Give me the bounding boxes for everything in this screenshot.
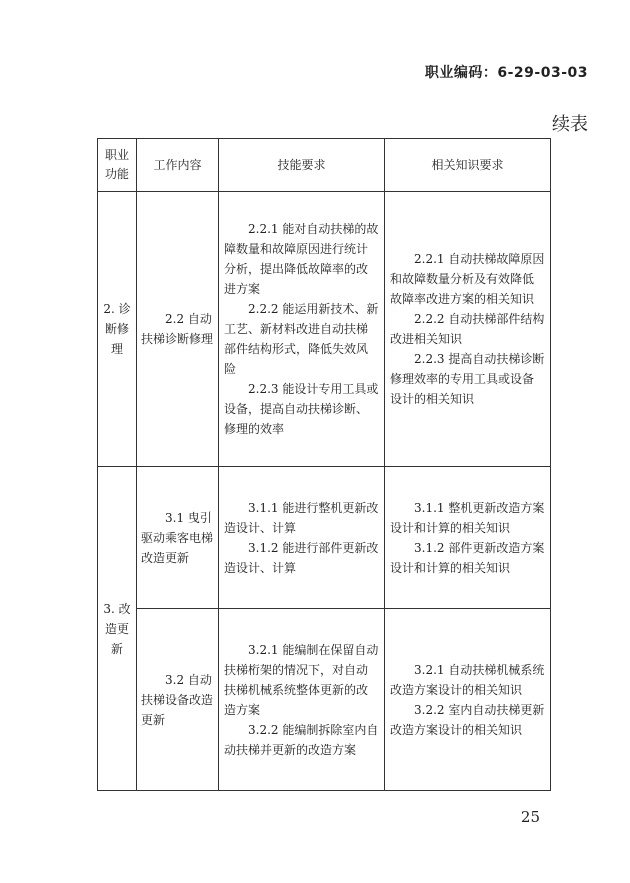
function-label: 3. 改造更新 — [103, 601, 131, 656]
header-skills: 技能要求 — [219, 139, 385, 192]
content-cell — [137, 192, 219, 467]
knowledge-item: 2.2.1 自动扶梯故障原因和故障数量分析及有效降低故障率改进方案的相关知识 — [390, 252, 545, 306]
table-row — [98, 467, 551, 609]
continuation-label: 续表 — [552, 114, 588, 135]
knowledge-item: 3.2.2 室内自动扶梯更新改造方案设计的相关知识 — [390, 702, 545, 737]
content-label: 2.2 自动扶梯诊断修理 — [141, 312, 214, 346]
page-number: 25 — [520, 808, 540, 826]
knowledge-item: 3.2.1 自动扶梯机械系统改造方案设计的相关知识 — [390, 662, 545, 697]
skills-cell — [219, 609, 385, 791]
content-label: 3.2 自动扶梯设备改造更新 — [141, 672, 214, 727]
skills-table — [97, 138, 551, 791]
skill-item: 2.2.1 能对自动扶梯的故障数量和故障原因进行统计分析，提出降低故障率的改进方案 — [224, 222, 379, 296]
knowledge-item: 3.1.2 部件更新改造方案设计和计算的相关知识 — [390, 540, 545, 575]
knowledge-cell — [385, 467, 551, 609]
occupation-code: 职业编码：6-29-03-03 — [424, 65, 588, 81]
content-cell — [137, 467, 219, 609]
header-function: 职业功能 — [98, 139, 137, 192]
header-content: 工作内容 — [137, 139, 219, 192]
knowledge-item: 2.2.2 自动扶梯部件结构改进相关知识 — [390, 312, 545, 346]
skills-cell — [219, 467, 385, 609]
function-label: 2. 诊断修理 — [103, 302, 131, 356]
knowledge-cell — [385, 192, 551, 467]
skill-item: 3.2.1 能编制在保留自动扶梯桁架的情况下，对自动扶梯机械系统整体更新的改造方案 — [224, 642, 379, 717]
table-row — [98, 192, 551, 467]
table-row — [98, 609, 551, 791]
skill-item: 3.2.2 能编制拆除室内自动扶梯并更新的改造方案 — [224, 722, 379, 757]
skill-item: 3.1.2 能进行部件更新改造设计、计算 — [224, 540, 379, 575]
header-knowledge: 相关知识要求 — [385, 139, 551, 192]
knowledge-cell — [385, 609, 551, 791]
table-header-row — [98, 139, 551, 192]
knowledge-item: 2.2.3 提高自动扶梯诊断修理效率的专用工具或设备设计的相关知识 — [390, 352, 545, 406]
skill-item: 3.1.1 能进行整机更新改造设计、计算 — [224, 500, 379, 535]
skill-item: 2.2.3 能设计专用工具或设备，提高自动扶梯诊断、修理的效率 — [224, 382, 379, 436]
content-cell — [137, 609, 219, 791]
function-cell — [98, 192, 137, 467]
function-cell — [98, 467, 137, 791]
skill-item: 2.2.2 能运用新技术、新工艺、新材料改进自动扶梯部件结构形式，降低失效风险 — [224, 302, 379, 376]
content-label: 3.1 曳引驱动乘客电梯改造更新 — [141, 510, 214, 565]
skills-cell — [219, 192, 385, 467]
knowledge-item: 3.1.1 整机更新改造方案设计和计算的相关知识 — [390, 500, 545, 535]
